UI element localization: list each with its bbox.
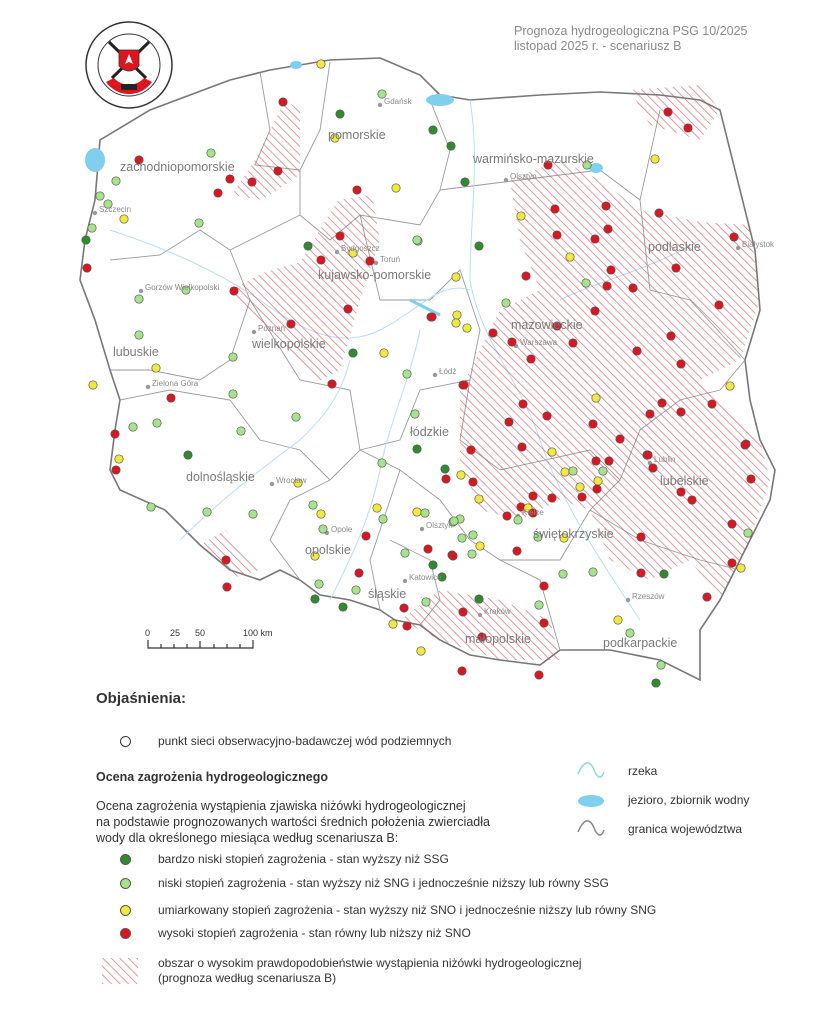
point-low [468,550,476,558]
border-icon [576,818,606,840]
point-high [522,272,530,280]
point-high [703,593,711,601]
point-moderate [475,495,483,503]
point-low [352,586,360,594]
city-label: Bydgoszcz [341,244,380,253]
legend-river [576,760,658,785]
point-low [129,423,137,431]
point-very-low [475,242,483,250]
point-high [728,559,736,567]
point-low [421,509,429,517]
point-low [535,601,543,609]
point-high [362,532,370,540]
hatch-label [158,956,582,986]
point-high [287,320,295,328]
point-moderate [548,448,556,456]
point-high [222,556,230,564]
lake-label: jezioro, zbiornik wodny [628,793,750,807]
point-high [548,494,556,502]
point-high [83,264,91,272]
point-very-low [660,570,668,578]
city-label: Poznań [258,324,286,333]
point-low [582,279,590,287]
point-low [319,525,327,533]
voivodeship-label: śląskie [368,587,407,601]
point-high [649,464,657,472]
point-high [655,209,663,217]
legend-border [576,818,743,843]
point-moderate [594,477,602,485]
city-label: Kielce [522,508,544,517]
point-very-low [349,349,357,357]
point-very-low [339,603,347,611]
point-high [540,582,548,590]
city-label: Olsztyn [426,521,453,530]
voivodeship-label: małopolskie [465,632,532,646]
legend-heading: Objaśnienia: [96,690,187,707]
legend-point [96,734,696,748]
point-high [637,569,645,577]
point-high [529,492,537,500]
point-high [646,410,654,418]
point-high [677,360,685,368]
point-high [279,98,287,106]
city-marker [252,330,256,334]
point-high [605,457,613,465]
point-high [644,451,652,459]
point-high [508,338,516,346]
city-label: Łódź [439,367,457,376]
point-high [741,441,749,449]
point-moderate [651,155,659,163]
title-line-2: listopad 2025 r. - scenariusz B [514,39,682,53]
point-high [589,420,597,428]
legend-lake [576,793,750,812]
point-high [664,108,672,116]
voivodeship-label: lubuskie [113,345,159,359]
point-high [317,256,325,264]
city-label: Wrocław [276,476,307,485]
point-moderate [89,381,97,389]
city-label: Kraków [484,607,511,616]
point-high [353,186,361,194]
legend-description [96,798,490,846]
point-low [249,510,257,518]
point-high [637,533,645,541]
point-low [559,570,567,578]
point-low [413,236,421,244]
point-high [400,604,408,612]
voivodeship-label: mazowieckie [511,318,583,332]
city-marker [626,598,630,602]
voivodeship-label: łódzkie [410,425,449,439]
point-high [518,443,526,451]
point-moderate [517,212,525,220]
city-label: Warszawa [520,338,558,347]
point-moderate [373,504,381,512]
city-marker [335,250,339,254]
point-high [593,485,601,493]
point-low [207,149,215,157]
point-moderate [576,483,584,491]
point-low [203,508,211,516]
voivodeship-label: warmińsko-mazurskie [473,152,594,166]
point-high [677,488,685,496]
point-high [469,478,477,486]
point-low [401,549,409,557]
city-label: Katowice [409,573,442,582]
point-high [633,347,641,355]
map-title [514,24,748,54]
point-low [458,534,466,542]
point-low [514,516,522,524]
point-high [629,284,637,292]
city-marker [270,482,274,486]
point-high [730,233,738,241]
point-very-low [447,142,455,150]
point-high [684,124,692,132]
point-low [469,531,477,539]
point-high [603,282,611,290]
point-moderate [317,60,325,68]
point-high [578,493,586,501]
point-high [459,608,467,616]
point-very-low [413,445,421,453]
title-line-1: Prognoza hydrogeologiczna PSG 10/2025 [514,24,748,38]
light-green-dot-icon [120,878,131,889]
voivodeship-label: dolnośląskie [186,470,255,484]
voivodeship-label: podlaskie [648,240,701,254]
border-label: granica województwa [628,822,743,836]
point-high [503,512,511,520]
point-high [328,380,336,388]
point-low [195,219,203,227]
point-low [744,529,752,537]
point-moderate [453,311,461,319]
point-high [214,189,222,197]
point-high [569,339,577,347]
description-line: wody dla określonego miesiąca według scenariusza B: [96,831,399,845]
point-low [292,413,300,421]
point-high [460,381,468,389]
point-very-low [429,126,437,134]
point-high [607,266,615,274]
point-low [599,467,607,475]
point-low [403,370,411,378]
city-label: Rzeszów [632,592,665,601]
point-moderate [476,542,484,550]
scale-tick-label: 0 [145,628,151,638]
point-high [672,264,680,272]
voivodeship-label: pomorskie [328,128,386,142]
point-symbol-icon [120,736,131,747]
point-moderate [413,508,421,516]
city-marker [378,103,382,107]
dark-green-dot-icon [120,854,131,865]
city-label: Białystok [742,240,775,249]
point-high [591,235,599,243]
point-low [657,661,665,669]
point-high [336,232,344,240]
city-marker [93,211,97,215]
point-moderate [389,620,397,628]
point-high [592,457,600,465]
point-moderate [614,616,622,624]
point-high [747,475,755,483]
point-very-low [336,110,344,118]
point-high [591,307,599,315]
river-icon [576,760,606,782]
city-label: Opole [331,525,353,534]
point-high [344,305,352,313]
point-high [489,329,497,337]
point-high [428,313,436,321]
point-very-low [475,595,483,603]
city-label: Toruń [380,255,401,264]
point-high [111,430,119,438]
voivodeship-label: wielkopolskie [252,337,326,351]
point-high [355,569,363,577]
point-high [223,583,231,591]
point-moderate [392,184,400,192]
river-label: rzeka [628,764,658,778]
point-low [153,419,161,427]
red-dot-icon [120,928,131,939]
legend-point-label: punkt sieci obserwacyjno-badawczej wód podziemnych [158,734,452,748]
scale-tick-label: 100 km [243,628,273,638]
city-label: Gorzów Wielkopolski [145,283,220,292]
lake-icon [576,793,606,809]
voivodeship-label: kujawsko-pomorskie [318,268,432,282]
point-moderate [457,471,465,479]
point-high [667,332,675,340]
city-marker [139,289,143,293]
class-label: niski stopień zagrożenia - stan wyższy niż SNG i jednocześnie niższy lub równy SSG [158,876,609,890]
point-very-low [652,679,660,687]
point-very-low [311,595,319,603]
city-label: Olsztyn [510,172,537,181]
pig-logo [84,20,174,110]
point-moderate [317,510,325,518]
point-low [229,390,237,398]
hatch-label-line: (prognoza według scenariusza B) [158,971,337,985]
point-high [458,667,466,675]
city-marker [736,246,740,250]
point-moderate [561,468,569,476]
point-high [403,622,411,630]
point-high [167,394,175,402]
point-high [527,355,535,363]
city-marker [403,579,407,583]
city-label: Szczecin [99,205,132,214]
point-high [505,418,513,426]
scale-tick-label: 50 [195,628,206,638]
point-low [135,331,143,339]
point-very-low [184,451,192,459]
point-low [378,459,386,467]
class-label: umiarkowany stopień zagrożenia - stan wyższy niż SNO i jednocześnie niższy lub równy SNG [158,903,657,917]
scale-bar [148,640,253,648]
point-low [569,467,577,475]
point-low [502,299,510,307]
hatch-label-line: obszar o wysokim prawdopodobieństwie wystąpienia niżówki hydrogeologicznej [158,956,582,970]
point-moderate [566,253,574,261]
point-moderate [417,647,425,655]
point-high [677,408,685,416]
point-low [112,177,120,185]
point-moderate [463,324,471,332]
description-line: Ocena zagrożenia wystąpienia zjawiska niżówki hydrogeologicznej [96,799,466,813]
point-high [658,399,666,407]
point-low [229,353,237,361]
point-high [540,619,548,627]
point-moderate [592,394,600,402]
point-high [248,178,256,186]
point-high [688,496,696,504]
city-label: Zielona Góra [152,379,199,388]
point-high [230,287,238,295]
point-moderate [452,319,460,327]
point-high [708,400,716,408]
city-marker [478,613,482,617]
city-marker [504,178,508,182]
scale-tick-label: 25 [170,628,181,638]
point-high [467,446,475,454]
voivodeship-label: zachodniopomorskie [120,160,235,174]
point-high [442,475,450,483]
point-low [135,295,143,303]
voivodeship-label: lubelskie [660,474,709,488]
yellow-dot-icon [120,905,131,916]
class-label: wysoki stopień zagrożenia - stan równy lub niższy niż SNO [158,926,471,940]
description-line: na podstawie prognozowanych wartości średnich położenia zwierciadła [96,815,490,829]
point-low [237,427,245,435]
point-high [535,671,543,679]
point-high [449,552,457,560]
point-moderate [380,349,388,357]
city-marker [420,527,424,531]
point-high [604,225,612,233]
point-high [513,547,521,555]
point-high [715,301,723,309]
point-low [411,410,419,418]
point-moderate [120,215,128,223]
point-high [616,435,624,443]
city-label: Gdańsk [384,97,412,106]
hatch-swatch-icon [102,958,138,984]
legend-subheading: Ocena zagrożenia hydrogeologicznego [96,770,328,784]
point-moderate [115,455,123,463]
point-very-low [429,561,437,569]
point-high [553,231,561,239]
point-high [602,202,610,210]
point-very-low [82,236,90,244]
point-high [112,466,120,474]
city-marker [433,373,437,377]
class-label: bardzo niski stopień zagrożenia - stan wyższy niż SSG [158,852,449,866]
point-low [88,224,96,232]
point-very-low [441,465,449,473]
point-high [274,167,282,175]
city-marker [146,385,150,389]
point-low [589,568,597,576]
point-low [309,501,317,509]
point-low [379,515,387,523]
point-low [147,503,155,511]
point-moderate [726,382,734,390]
point-moderate [737,564,745,572]
point-very-low [461,178,469,186]
point-high [424,545,432,553]
point-low [96,192,104,200]
point-very-low [304,242,312,250]
point-high [226,175,234,183]
point-high [366,257,374,265]
point-high [551,205,559,213]
point-high [519,400,527,408]
voivodeship-label: świętokrzyskie [533,527,614,541]
voivodeship-label: opolskie [305,543,351,557]
city-label: Lublin [654,455,676,464]
voivodeship-label: podkarpackie [603,636,678,650]
point-moderate [452,273,460,281]
point-low [315,580,323,588]
point-high [728,520,736,528]
point-moderate [152,364,160,372]
point-high [543,412,551,420]
point-low [422,598,430,606]
